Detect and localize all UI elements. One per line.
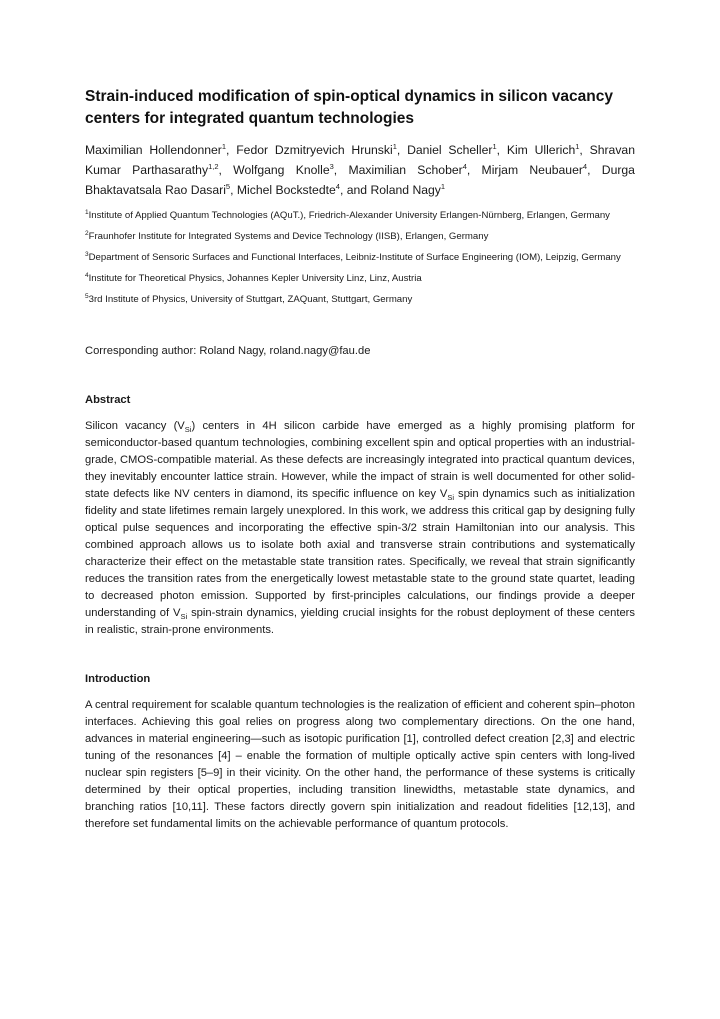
page-content (85, 86, 635, 833)
author-name: Durga Bhaktavatsala Rao Dasari (85, 163, 635, 197)
author-name: Michel Bockstedte (236, 183, 336, 197)
author-affiliation-mark: 1,2 (208, 161, 219, 171)
author-affiliation-mark: 4 (462, 161, 467, 171)
abstract-text: Silicon vacancy $(V_{Si})$ centers in 4H silicon carbide have emerged as a highly promising platform for semiconductor-based quantum technologies, combining excellent spin and optical properties with an industrial-grade, CMOS-compatible material. As these defects are increasingly integrated into practical quantum devices, they inevitably encounter lattice strain. However, while the impact of strain is well documented for other solid-state defects like NV centers in diamond, its specific influence on key $V_{Si}$ spin dynamics such as initialization fidelity and state lifetimes remain largely unexplored. In this work, we address this critical gap by designing fully optical pulse sequences and incorporating the effective spin-3/2 strain Hamiltonian into our analysis. This combined approach allows us to isolate both axial and transverse strain contributions and systematically characterize their effect on the metastable state transition rates. Specifically, we reveal that strain significantly reduces the transition rates from the energetically lowest metastable state to the ground state quartet, leading to decreased photon emission. Supported by first-principles calculations, our findings provide a deeper understanding of $V_{Si}$ spin-strain dynamics, yielding crucial insights for the robust deployment of these centers in realistic, strain-prone environments. (85, 420, 636, 636)
paper-title: Strain-induced modification of spin-optical dynamics in silicon vacancy centers for integrated quantum technologies (85, 88, 613, 127)
author-affiliation-mark: 1 (221, 141, 227, 151)
author-list: Maximilian Hollendonner$^1$, Fedor Dzmitryevich Hrunski$^1$, Daniel Scheller$^1$, Kim Ullerich$^1$, Shravan Kumar Parthasarathy$^{1,2}$, Wolfgang Knolle$^3$, Maximilian Schober$^4$, Mirjam Neubauer$^4$, Durga Bhaktavatsala Rao Dasari$^5$, Michel Bockstedte$^4$, and Roland Nagy$^1$ (85, 141, 635, 197)
author-affiliation-mark: 4 (335, 181, 340, 191)
author-affiliation-mark: 1 (392, 141, 397, 151)
author-name: Roland Nagy (370, 183, 441, 197)
author-name: Shravan Kumar Parthasarathy (85, 143, 635, 177)
abstract-heading: Abstract (85, 394, 131, 406)
affiliation-item: $^2$Fraunhofer Institute for Integrated Systems and Device Technology (IISB), Erlangen, Germany (85, 229, 489, 242)
introduction-heading: Introduction (85, 673, 151, 685)
introduction-text: A central requirement for scalable quantum technologies is the realization of efficient and coherent spin–photon interfaces. Achieving this goal relies on progress along two complementary directions. On the one hand, advances in material engineering—such as isotopic purification [1], controlled defect creation [2,3] and electric tuning of the resonances [4] – enable the formation of multiple optically active spin centers with long-lived nuclear spin registers [5–9] in their vicinity. On the other hand, the performance of these systems is critically determined by their optical properties, including transition linewidths, metastable state dynamics, and branching ratios [10,11]. These factors directly govern spin initialization and readout fidelities [12,13], and therefore set fundamental limits on the achievable performance of quantum protocols. (85, 699, 635, 830)
corresponding-author: Corresponding author: Roland Nagy, roland.nagy@fau.de (85, 345, 371, 357)
author-name: Maximilian Hollendonner (85, 143, 222, 157)
affiliation-item: $^4$Institute for Theoretical Physics, Johannes Kepler University Linz, Linz, Austria (85, 271, 422, 284)
author-name: Daniel Scheller (407, 143, 493, 157)
author-name: Mirjam Neubauer (481, 163, 583, 177)
author-affiliation-mark: 4 (582, 161, 588, 171)
author-affiliation-mark: 1 (492, 141, 497, 151)
author-name: Kim Ullerich (506, 143, 576, 157)
author-name: Maximilian Schober (348, 163, 463, 177)
affiliation-list (85, 208, 635, 307)
author-name: Wolfgang Knolle (233, 163, 330, 177)
affiliation-item: $^1$Institute of Applied Quantum Technologies (AQuT.), Friedrich-Alexander University Erlangen-Nürnberg, Erlangen, Germany (85, 208, 610, 221)
author-affiliation-mark: 1 (575, 141, 580, 151)
author-affiliation-mark: 1 (440, 181, 446, 191)
affiliation-item: $^5$3rd Institute of Physics, University of Stuttgart, ZAQuant, Stuttgart, Germany (85, 292, 413, 305)
author-affiliation-mark: 3 (329, 161, 334, 171)
author-name: Fedor Dzmitryevich Hrunski (236, 143, 393, 157)
affiliation-item: $^3$Department of Sensoric Surfaces and Functional Interfaces, Leibniz-Institute of Surface Engineering (IOM), Leipzig, Germany (85, 250, 621, 263)
author-affiliation-mark: 5 (225, 181, 231, 191)
